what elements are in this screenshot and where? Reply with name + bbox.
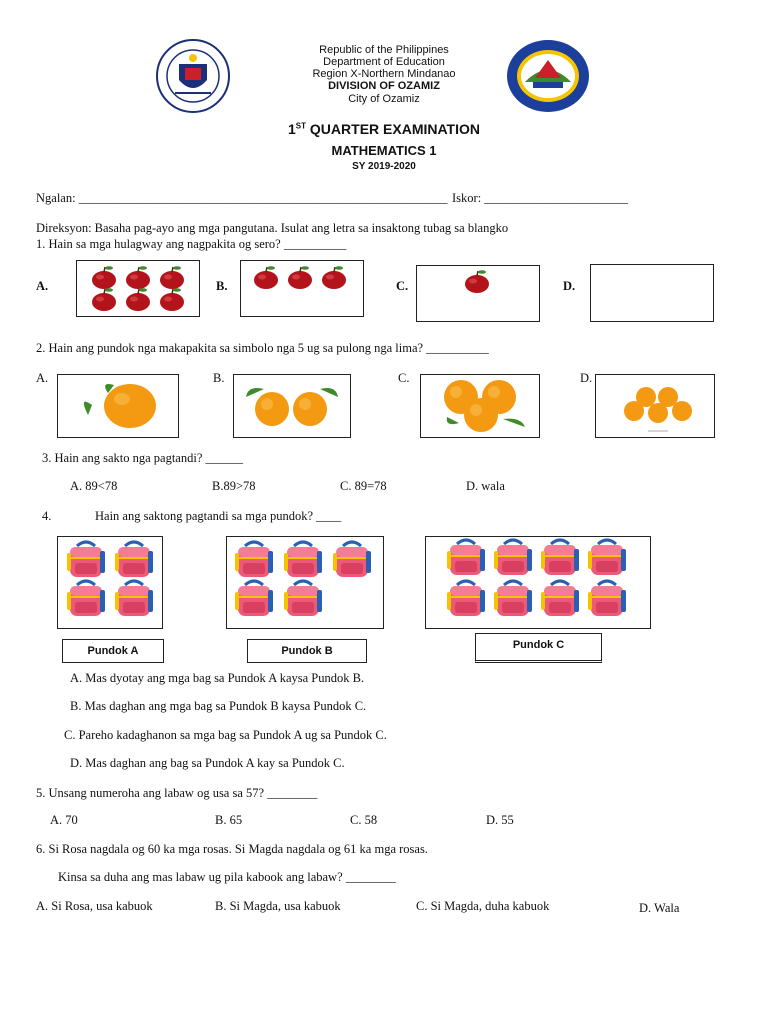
q3-option-b[interactable]: B.89>78 <box>212 479 256 493</box>
group-a-label: Pundok A <box>62 639 164 663</box>
question-4-number: 4. <box>42 509 52 523</box>
group-c-label: Pundok C <box>475 633 602 663</box>
directions: Direksyon: Basaha pag-ayo ang mga pangutana. Isulat ang letra sa insaktong tubag sa blangko <box>36 221 509 235</box>
header-city: City of Ozamiz <box>348 93 420 105</box>
exam-title: 1ST QUARTER EXAMINATION <box>288 121 480 137</box>
q6-option-c[interactable]: C. Si Magda, duha kabuok <box>416 899 550 913</box>
question-6-part-2: Kinsa sa duha ang mas labaw ug pila kabook ang labaw? ________ <box>58 870 396 884</box>
q1-option-a-image[interactable] <box>76 260 200 317</box>
q3-option-a[interactable]: A. 89<78 <box>70 479 118 493</box>
q2-option-c-label: C. <box>398 371 410 385</box>
four-bags-image <box>58 537 162 628</box>
question-1: 1. Hain sa mga hulagway ang nagpakita og sero? __________ <box>36 237 347 251</box>
q2-option-c-image[interactable] <box>420 374 540 438</box>
q3-option-c[interactable]: C. 89=78 <box>340 479 387 493</box>
q2-option-b-image[interactable] <box>233 374 351 438</box>
q1-option-d-empty-box[interactable] <box>590 264 714 322</box>
two-oranges-image <box>234 375 350 437</box>
question-3: 3. Hain ang sakto nga pagtandi? ______ <box>42 451 243 465</box>
header-division: DIVISION OF OZAMIZ <box>328 80 440 92</box>
q2-option-a-image[interactable] <box>57 374 179 438</box>
q2-option-a-label: A. <box>36 371 49 385</box>
question-6: 6. Si Rosa nagdala og 60 ka mga rosas. Si Magda nagdala og 61 ka mga rosas. <box>36 842 428 856</box>
q6-option-b[interactable]: B. Si Magda, usa kabuok <box>215 899 341 913</box>
five-bags-image <box>227 537 383 628</box>
one-orange-image <box>58 375 178 437</box>
header-region: Region X-Northern Mindanao <box>312 68 456 80</box>
q4-option-d[interactable]: D. Mas daghan ang bag sa Pundok A kay sa Pundok C. <box>70 756 345 770</box>
three-oranges-image <box>421 375 539 437</box>
school-year: SY 2019-2020 <box>352 161 416 172</box>
three-apples-image <box>241 261 363 316</box>
q1-option-a-label: A. <box>36 279 49 293</box>
q4-option-a[interactable]: A. Mas dyotay ang mga bag sa Pundok A kaysa Pundok B. <box>70 671 365 685</box>
five-oranges-image <box>596 375 714 437</box>
name-field[interactable]: Ngalan: ___________________________________________________________ <box>36 191 448 205</box>
question-4: Hain ang saktong pagtandi sa mga pundok? ____ <box>95 509 342 523</box>
six-apples-image <box>77 261 199 316</box>
header-republic: Republic of the Philippines <box>319 44 449 56</box>
q2-option-d-image[interactable] <box>595 374 715 438</box>
q1-option-c-image[interactable] <box>416 265 540 322</box>
q6-option-d[interactable]: D. Wala <box>639 901 680 915</box>
q5-option-a[interactable]: A. 70 <box>50 813 78 827</box>
score-field[interactable]: Iskor: _______________________ <box>452 191 629 205</box>
q5-option-c[interactable]: C. 58 <box>350 813 378 827</box>
q1-option-c-label: C. <box>396 279 409 293</box>
q1-option-b-image[interactable] <box>240 260 364 317</box>
q4-option-b[interactable]: B. Mas daghan ang mga bag sa Pundok B kaysa Pundok C. <box>70 699 367 713</box>
q6-option-a[interactable]: A. Si Rosa, usa kabuok <box>36 899 153 913</box>
group-b-image <box>226 536 384 629</box>
q2-option-d-label: D. <box>580 371 593 385</box>
q1-option-b-label: B. <box>216 279 228 293</box>
q5-option-d[interactable]: D. 55 <box>486 813 514 827</box>
q2-option-b-label: B. <box>213 371 225 385</box>
question-2: 2. Hain ang pundok nga makapakita sa simbolo nga 5 ug sa pulong nga lima? __________ <box>36 341 489 355</box>
question-5: 5. Unsang numeroha ang labaw og usa sa 57? ________ <box>36 786 318 800</box>
group-c-image <box>425 536 651 629</box>
q1-option-d-label: D. <box>563 279 576 293</box>
group-a-image <box>57 536 163 629</box>
q3-option-d[interactable]: D. wala <box>466 479 505 493</box>
q5-option-b[interactable]: B. 65 <box>215 813 243 827</box>
header-department: Department of Education <box>323 56 445 68</box>
group-b-label: Pundok B <box>247 639 367 663</box>
one-apple-image <box>417 266 539 321</box>
q4-option-c[interactable]: C. Pareho kadaghanon sa mga bag sa Pundok A ug sa Pundok C. <box>64 728 387 742</box>
subject-title: MATHEMATICS 1 <box>331 143 437 158</box>
eight-bags-image <box>426 537 650 628</box>
